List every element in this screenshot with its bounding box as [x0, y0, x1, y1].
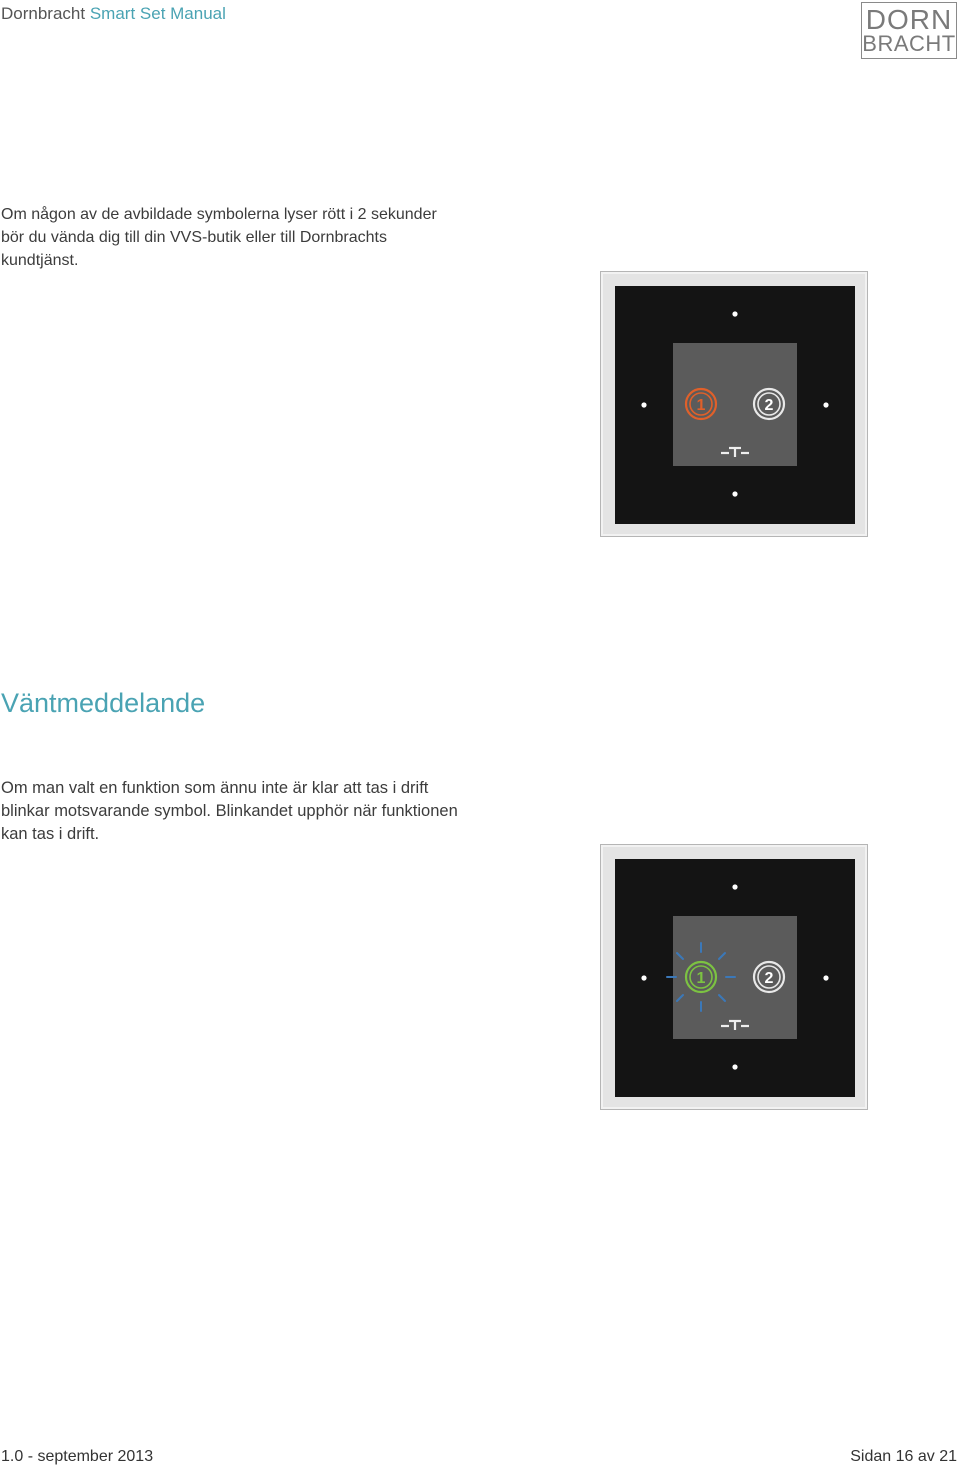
- brand-name: Dornbracht: [1, 4, 86, 23]
- manual-name: Smart Set Manual: [89, 4, 226, 23]
- indicator-dot-bottom: [732, 491, 737, 496]
- indicator-dot-right: [823, 402, 828, 407]
- error-paragraph: Om någon av de avbildade symbolerna lyser rött i 2 sekunder bör du vända dig till din VVS-butik eller till Dornbrachts kundtjänst.: [1, 206, 437, 269]
- section-heading: Väntmeddelande: [1, 688, 206, 718]
- indicator-dot-right: [823, 975, 828, 980]
- waiting-paragraph: Om man valt en funktion som ännu inte är klar att tas i drift blinkar motsvarande symbol. Blinkandet upphör när funktionen kan tas i drift.: [1, 779, 458, 843]
- dornbracht-logo: [861, 2, 957, 59]
- footer-version: 1.0 - september 2013: [1, 1448, 154, 1465]
- indicator-dot-bottom: [732, 1064, 737, 1069]
- symbol-2-icon: [754, 389, 784, 419]
- control-panel-waiting: [600, 844, 868, 1110]
- indicator-dot-left: [641, 975, 646, 980]
- logo-line-1: DORN: [865, 4, 953, 35]
- logo-line-2: BRACHT: [862, 31, 956, 56]
- symbol-1-icon: [686, 962, 716, 992]
- panel-error-graphic: [615, 286, 855, 524]
- panel-waiting-graphic: [615, 859, 855, 1097]
- symbol-2-label: 2: [764, 970, 774, 987]
- footer-page-number: Sidan 16 av 21: [850, 1448, 957, 1465]
- indicator-dot-top: [732, 311, 737, 316]
- panel-face: [615, 286, 855, 524]
- symbol-1-icon: [686, 389, 716, 419]
- symbol-2-icon: [754, 962, 784, 992]
- header-title: [1, 4, 226, 24]
- control-panel-error: [600, 271, 868, 537]
- indicator-dot-left: [641, 402, 646, 407]
- symbol-1-label: 1: [696, 970, 706, 987]
- panel-face: [615, 859, 855, 1097]
- symbol-2-label: 2: [764, 397, 774, 414]
- indicator-dot-top: [732, 884, 737, 889]
- symbol-1-label: 1: [696, 397, 706, 414]
